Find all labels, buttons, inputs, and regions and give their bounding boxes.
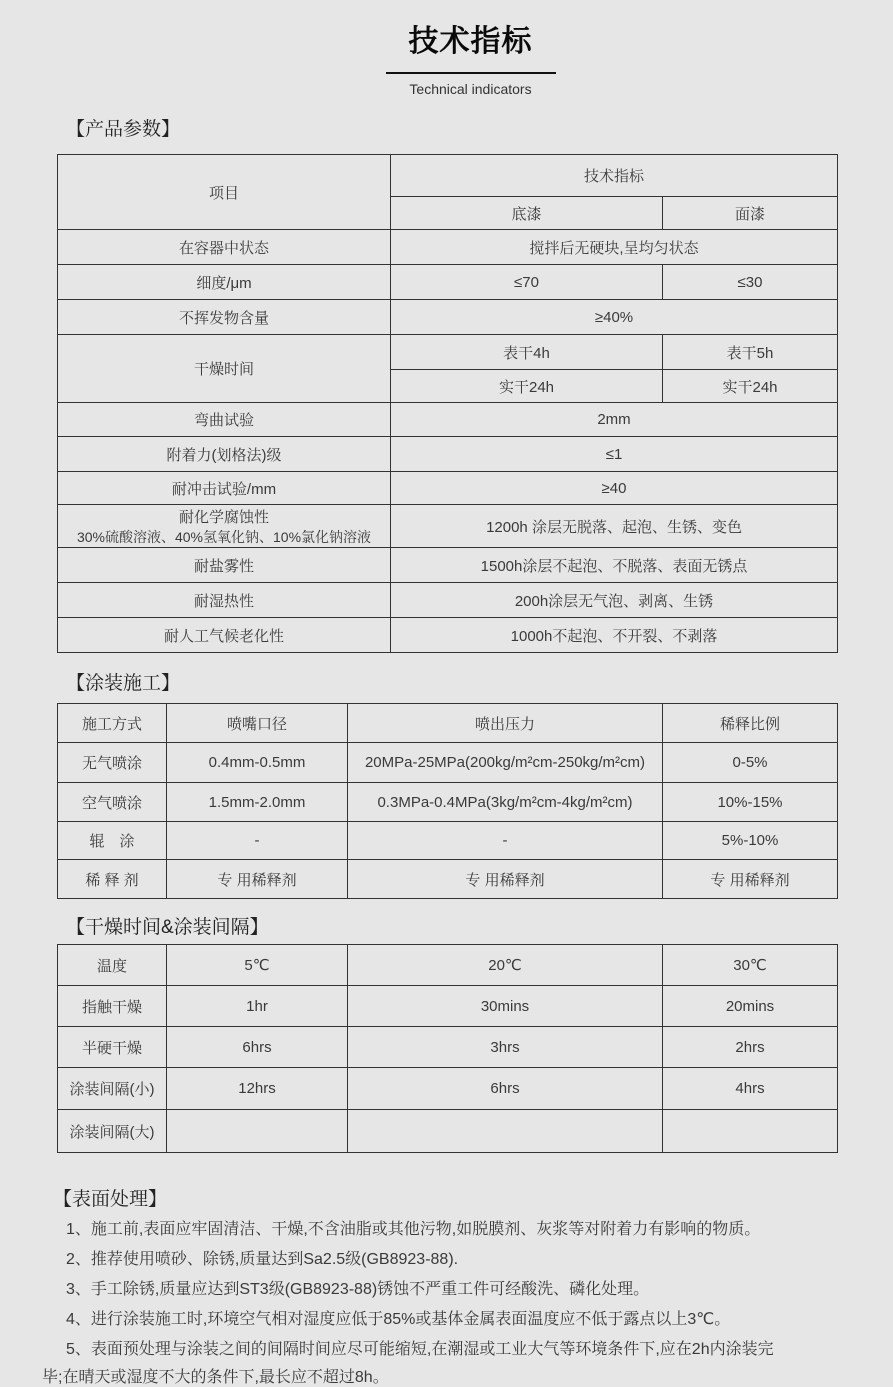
table-row [58,437,838,472]
row-label: 附着力(划格法)级 [58,437,391,472]
cell: - [167,822,348,860]
cell: 12hrs [167,1068,348,1110]
col-header-primer: 底漆 [391,197,663,230]
table-row [58,1110,838,1153]
drying-interval-table [57,944,838,1153]
row-label: 空气喷涂 [58,783,167,822]
product-params-table [57,154,838,653]
col-header: 施工方式 [58,704,167,743]
row-label: 涂装间隔(大) [58,1110,167,1153]
cell: 1.5mm-2.0mm [167,783,348,822]
row-label-line1: 耐化学腐蚀性 [178,508,269,526]
note-item-5-line1: 5、表面预处理与涂装之间的间隔时间应尽可能缩短,在潮湿或工业大气等环境条件下,应在2h内涂装完 [66,1341,774,1358]
row-value-topcoat: ≤30 [663,265,838,300]
cell: 20mins [663,986,838,1027]
row-label-line2: 30%硫酸溶液、40%氢氧化钠、10%氯化钠溶液 [76,528,372,545]
table-row [58,704,838,743]
row-value-primer: 表干4h [391,335,663,370]
note-item-2: 2、推荐使用喷砂、除锈,质量达到Sa2.5级(GB8923-88). [66,1251,459,1268]
row-label: 稀 释 剂 [58,860,167,899]
cell: 5%-10% [663,822,838,860]
cell: 20℃ [348,945,663,986]
cell: 1hr [167,986,348,1027]
title-divider [386,72,556,74]
section-heading-coating: 【涂装施工】 [66,673,181,694]
page-header [0,0,893,99]
row-label: 细度/μm [58,265,391,300]
row-value: 1500h涂层不起泡、不脱落、表面无锈点 [391,548,838,583]
cell: 专 用稀释剂 [167,860,348,899]
table-row [58,548,838,583]
cell [348,1110,663,1153]
coating-table [57,703,838,899]
page-subtitle: Technical indicators [409,81,532,97]
note-item-5 [42,1340,857,1387]
row-label: 辊 涂 [58,822,167,860]
surface-treatment-notes [42,1220,857,1387]
cell: 30℃ [663,945,838,986]
table-row [58,230,838,265]
table-row [58,783,838,822]
row-label: 无气喷涂 [58,743,167,783]
cell: - [348,822,663,860]
row-value: 搅拌后无硬块,呈均匀状态 [391,230,838,265]
note-item-1: 1、施工前,表面应牢固清洁、干燥,不含油脂或其他污物,如脱膜剂、灰浆等对附着力有影响的物质。 [66,1221,761,1238]
table-row [58,1068,838,1110]
table-row [58,155,838,197]
row-label: 不挥发物含量 [58,300,391,335]
table-row [58,335,838,370]
table-row [58,618,838,653]
cell: 2hrs [663,1027,838,1068]
cell: 0-5% [663,743,838,783]
table-row [58,505,838,548]
row-label: 耐盐雾性 [58,548,391,583]
table-row [58,743,838,783]
col-header: 稀释比例 [663,704,838,743]
cell: 6hrs [167,1027,348,1068]
section-heading-product-params: 【产品参数】 [66,119,181,140]
row-label: 干燥时间 [58,335,391,403]
row-value-primer: 实干24h [391,370,663,403]
cell: 4hrs [663,1068,838,1110]
page-title: 技术指标 [408,25,533,58]
cell: 专 用稀释剂 [663,860,838,899]
row-value: 2mm [391,403,838,437]
cell: 专 用稀释剂 [348,860,663,899]
cell: 30mins [348,986,663,1027]
table-row [58,265,838,300]
cell [167,1110,348,1153]
table-row [58,1027,838,1068]
corner-cell: 项目 [58,155,391,230]
table-row [58,300,838,335]
col-header: 喷嘴口径 [167,704,348,743]
row-label: 涂装间隔(小) [58,1068,167,1110]
group-header-cell: 技术指标 [391,155,838,197]
row-value: ≥40% [391,300,838,335]
row-value-topcoat: 实干24h [663,370,838,403]
row-label: 耐人工气候老化性 [58,618,391,653]
row-value-primer: ≤70 [391,265,663,300]
row-value-topcoat: 表干5h [663,335,838,370]
cell: 3hrs [348,1027,663,1068]
table-row [58,583,838,618]
row-label: 在容器中状态 [58,230,391,265]
cell: 5℃ [167,945,348,986]
row-value: 200h涂层无气泡、剥离、生锈 [391,583,838,618]
col-header-topcoat: 面漆 [663,197,838,230]
cell: 0.4mm-0.5mm [167,743,348,783]
table-row [58,822,838,860]
col-header: 喷出压力 [348,704,663,743]
cell: 10%-15% [663,783,838,822]
row-value: ≥40 [391,472,838,505]
note-item-4: 4、进行涂装施工时,环境空气相对湿度应低于85%或基体金属表面温度应不低于露点以上3℃。 [66,1311,731,1328]
table-row [58,945,838,986]
cell: 0.3MPa-0.4MPa(3kg/m²cm-4kg/m²cm) [348,783,663,822]
note-item-5-line2: 毕;在晴天或湿度不大的条件下,最长应不超过8h。 [42,1369,389,1386]
row-label: 温度 [58,945,167,986]
note-item-3: 3、手工除锈,质量应达到ST3级(GB8923-88)锈蚀不严重工件可经酸洗、磷化处理。 [66,1281,650,1298]
cell: 6hrs [348,1068,663,1110]
section-heading-drying-interval: 【干燥时间&涂装间隔】 [66,917,269,938]
row-value: 1000h不起泡、不开裂、不剥落 [391,618,838,653]
table-row [58,472,838,505]
table-row [58,986,838,1027]
row-label: 半硬干燥 [58,1027,167,1068]
row-label [58,505,391,548]
row-label: 指触干燥 [58,986,167,1027]
section-heading-surface-treatment: 【表面处理】 [53,1189,168,1210]
cell: 20MPa-25MPa(200kg/m²cm-250kg/m²cm) [348,743,663,783]
row-label: 弯曲试验 [58,403,391,437]
row-value: ≤1 [391,437,838,472]
table-row [58,403,838,437]
table-row [58,860,838,899]
cell [663,1110,838,1153]
row-label: 耐湿热性 [58,583,391,618]
row-value: 1200h 涂层无脱落、起泡、生锈、变色 [391,505,838,548]
row-label: 耐冲击试验/mm [58,472,391,505]
